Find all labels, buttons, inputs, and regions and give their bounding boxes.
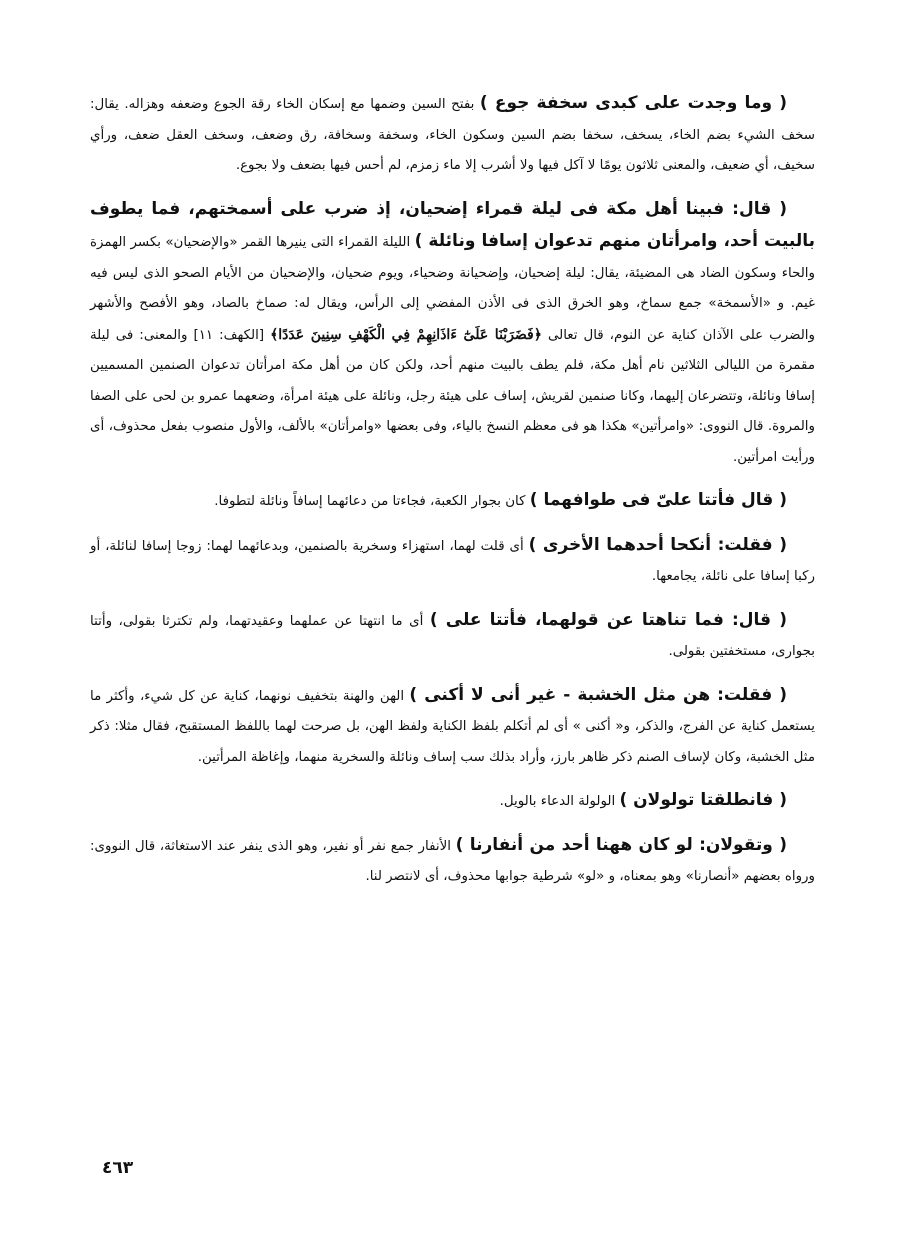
commentary-text: الليلة القمراء التى ينيرها القمر «والإضحيان» بكسر الهمزة والحاء وسكون الضاد هى المضيئة، يقال: ليلة إضحيان، وإضحيانة وضحياء، ويوم ضحيان، والإضحيان من الأيام الصحو الذى ليس فيه غيم. و «الأسمخة» جمع سماخ، وهو الخرق الذى فى الأذن المفضي إلى الرأس، ويقال له: صماخ بالصاد، وهو الأفصح والأشهر والضرب على الآذان كناية عن النوم، قال تعالى [90, 235, 815, 343]
commentary-text: الأنفار جمع نفر أو نفير، وهو الذى ينفر عند الاستغاثة، قال النووى: ورواه بعضهم «أنصارنا» وهو بمعناه، و «لو» شرطية جوابها محذوف، أى لانتصر لنا. [90, 838, 815, 884]
paragraph-1 [90, 88, 815, 182]
hadith-quote: ( فانطلقتا تولولان ) [619, 790, 787, 810]
paragraph-3 [90, 485, 815, 518]
paragraph-7 [90, 785, 815, 818]
commentary-text: أى قلت لهما، استهزاء وسخرية بالصنمين، وبدعائهما لهما: زوجا إسافا لنائلة، أو ركبا إسافا على نائلة، يجامعها. [90, 538, 815, 584]
paragraph-8 [90, 830, 815, 893]
commentary-text: كان بجوار الكعبة، فجاءتا من دعائهما إسافاً ونائلة لتطوفا. [214, 494, 530, 509]
page-body [90, 88, 815, 893]
paragraph-2 [90, 194, 815, 474]
hadith-quote: ( فقلت: هن مثل الخشبة - غير أنى لا أكنى ) [409, 684, 787, 705]
hadith-quote: ( وتقولان: لو كان ههنا أحد من أنفارنا ) [455, 834, 787, 855]
paragraph-5 [90, 605, 815, 668]
commentary-text: الولولة الدعاء بالويل. [499, 794, 620, 809]
hadith-quote: ( فقلت: أنكحا أحدهما الأخرى ) [528, 534, 787, 555]
paragraph-6 [90, 680, 815, 774]
commentary-text: أى ما انتهتا عن عملهما وعقيدتهما، ولم تكترثا بقولى، وأتتا بجوارى، مستخفتين بقولى. [90, 613, 815, 659]
commentary-text: بفتح السين وضمها مع إسكان الخاء رقة الجوع وضعفه وهزاله. يقال: سخف الشيء بضم الخاء، يسخف، سخفا بضم السين وسكون الخاء، وسخفة وسخافة، رق وضعف، وسخف العقل ضعف، ورأي سخيف، أي ضعيف، والمعنى ثلاثون يومًا لا آكل فيها ولا أشرب إلا ماء زمزم، لم أحس فيها بضعف ولا بجوع. [90, 97, 815, 173]
hadith-quote: ( وما وجدت على كبدى سخفة جوع ) [479, 93, 788, 113]
hadith-quote: ( قال: فبينا أهل مكة فى ليلة قمراء إضحيان، إذ ضرب على أسمختهم، فما يطوف بالبيت أحد، وامرأتان منهم تدعوان إسافا ونائلة ) [90, 198, 815, 251]
paragraph-4 [90, 530, 815, 593]
commentary-text-continued: [الكهف: ١١] والمعنى: فى ليلة مقمرة من الليالى الثلاثين نام أهل مكة، فلم يطف بالبيت منهم أحد، ولكن كان من أهل مكة امرأتان تدعوان الصنمين المسميين إسافا ونائلة، وتتضرعان إليهما، وكانا صنمين لقريش، إساف على هيئة رجل، ونائلة على هيئة امرأة، وضعهما عمرو بن لحى على الصفا والمروة. قال النووى: «وامرأتين» هكذا هو فى معظم النسخ بالياء، وفى بعضها «وامرأتان» بالألف، والأول منصوب بفعل محذوف، أى ورأيت امرأتين. [90, 327, 815, 465]
commentary-text: الهن والهنة بتخفيف نونهما، كناية عن كل شيء، وأكثر ما يستعمل كناية عن الفرج، والذكر، و« أكنى » أى لم أتكلم بلفظ الكناية ولفظ الهن، بل صرحت لهما باللفظ المستقبح، فقال مثلا: ذكر مثل الخشبة، وكان لإساف الصنم ذكر ظاهر بارز، وأراد بذلك سب إساف ونائلة والسخرية منهما، وإغاظة المرأتين. [90, 688, 815, 765]
hadith-quote: ( قال: فما تناهتا عن قولهما، فأتتا على ) [429, 609, 787, 630]
quran-verse: ﴿فَضَرَبْنَا عَلَىٰٓ ءَاذَانِهِمْ فِي الْكَهْفِ سِنِينَ عَدَدًا﴾ [270, 326, 542, 343]
page-number: ٤٦٣ [102, 1158, 134, 1178]
hadith-quote: ( قال فأتتا علىّ فى طوافهما ) [529, 490, 787, 510]
